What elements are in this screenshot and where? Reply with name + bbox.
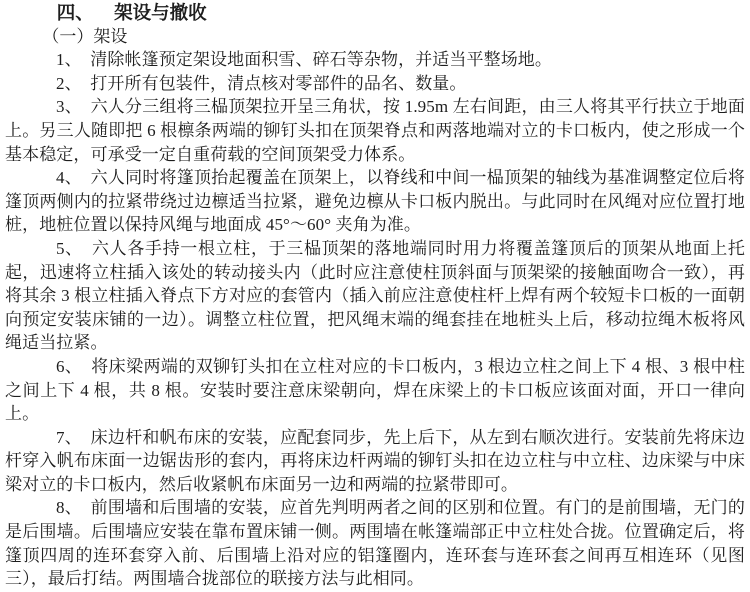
paragraph-3: 3、 六人分三组将三榀顶架拉开呈三角状，按 1.95m 左右间距，由三人将其平行扶立于地面上。另三人随即把 6 根檩条两端的铆钉头扣在顶架脊点和两落地端对立的卡口板内，使之形成一个基本稳定，可承受一定自重荷载的空间顶架受力体系。 bbox=[5, 97, 745, 164]
paragraph-1: 1、 清除帐篷预定架设地面积雪、碎石等杂物，并适当平整场地。 bbox=[56, 50, 552, 70]
paragraph-4: 4、 六人同时将篷顶抬起覆盖在顶架上，以脊线和中间一榀顶架的轴线为基准调整定位后将篷顶两侧内的拉紧带绕过边檩适当拉紧，避免边檩从卡口板内脱出。与此同时在风绳对应位置打地桩，地桩位置以保持风绳与地面成 45°～60° 夹角为准。 bbox=[5, 168, 745, 235]
paragraph-6: 6、 将床梁两端的双铆钉头扣在立柱对应的卡口板内，3 根边立柱之间上下 4 根、3 根中柱之间上下 4 根，共 8 根。安装时要注意床梁朝向，焊在床梁上的卡口板应该面对面，开口一律向上。 bbox=[5, 356, 745, 424]
section-heading-title: 架设与撤收 bbox=[114, 2, 207, 23]
paragraph-5: 5、 六人各手持一根立柱，于三榀顶架的落地端同时用力将覆盖篷顶后的顶架从地面上托起，迅速将立柱插入该处的转动接头内（此时应注意使柱顶斜面与顶架梁的接触面吻合一致），再将其余 3 根立柱插入脊点下方对应的套管内（插入前应注意使柱杆上焊有两个较短卡口板的一面朝向预定安装床铺的一边）。调整立柱位置，把风绳末端的绳套挂在地桩头上后，移动拉绳木板将风绳适当拉紧。 bbox=[5, 238, 745, 353]
section-heading bbox=[5, 1, 745, 25]
subsection-heading: （一）架设 bbox=[42, 26, 128, 46]
paragraph-7: 7、 床边杆和帆布床的安装，应配套同步，先上后下，从左到右顺次进行。安装前先将床边杆穿入帆布床面一边锯齿形的套内，再将床边杆两端的铆钉头扣在边立柱与中立柱、边床梁与中床梁对立的卡口板内，然后收紧帆布床面另一边和两端的拉紧带即可。 bbox=[5, 427, 745, 494]
paragraph-8: 8、 前围墙和后围墙的安装，应首先判明两者之间的区别和位置。有门的是前围墙，无门的是后围墙。后围墙应安装在靠布置床铺一侧。两围墙在帐篷端部正中立柱处合拢。位置确定后，将篷顶四周的连环套穿入前、后围墙上沿对应的铝篷圈内，连环套与连环套之间再互相连环（见图三），最后打结。两围墙合拢部位的联接方法与此相同。 bbox=[5, 498, 745, 589]
paragraph-2: 2、 打开所有包装件，清点核对零部件的品名、数量。 bbox=[56, 73, 467, 93]
section-heading-number: 四、 bbox=[56, 2, 94, 23]
